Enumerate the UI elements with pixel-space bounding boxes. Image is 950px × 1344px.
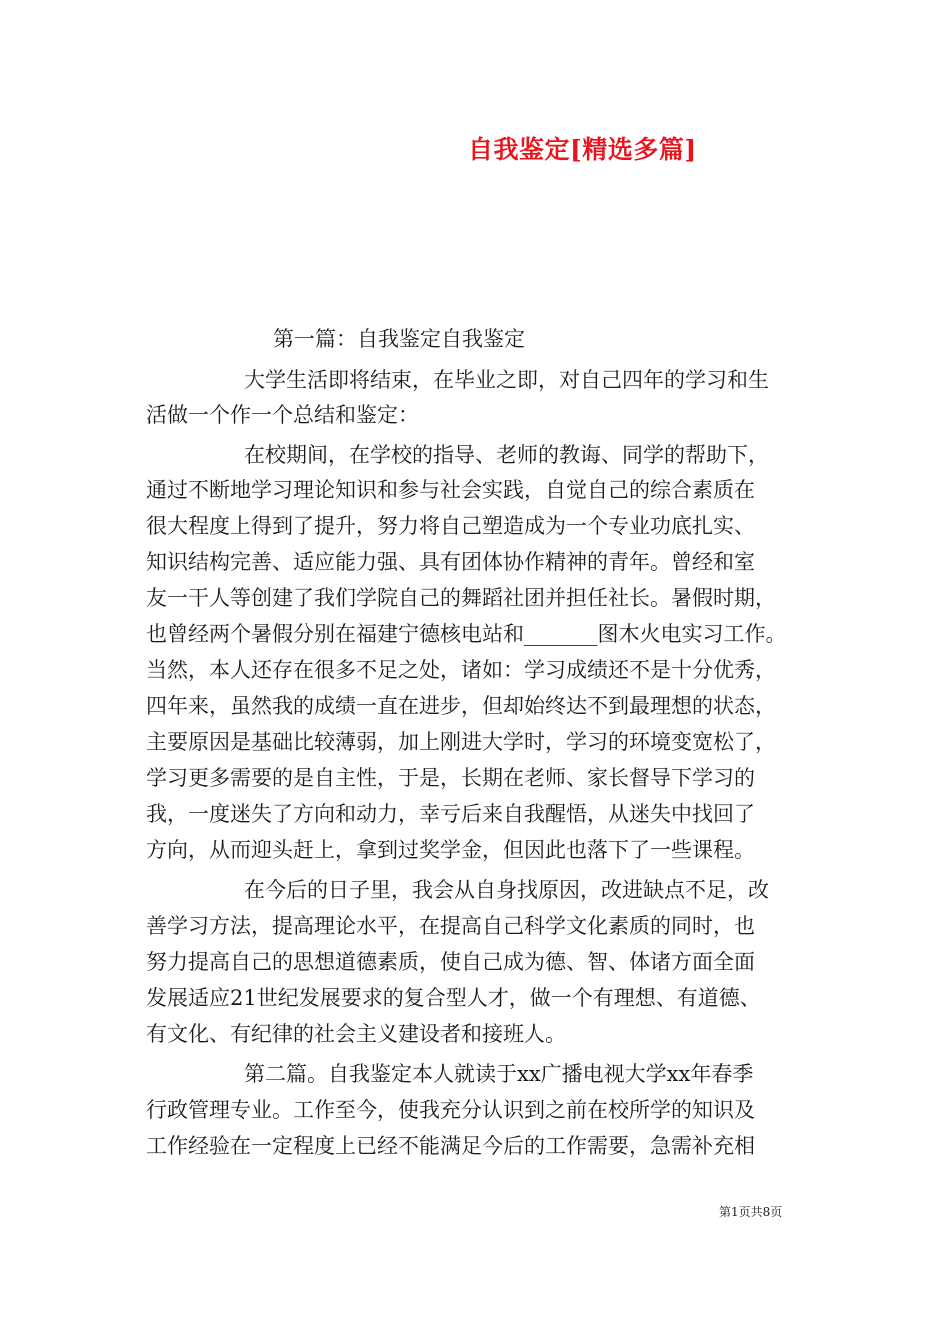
paragraph-line: 四年来，虽然我的成绩一直在进步，但却始终达不到最理想的状态， — [146, 694, 776, 718]
paragraph-line: 活做一个作一个总结和鉴定： — [146, 403, 419, 427]
paragraph-line: 努力提高自己的思想道德素质，使自己成为德、智、体诸方面全面 — [146, 950, 755, 974]
paragraph-line: 大学生活即将结束，在毕业之即，对自己四年的学习和生 — [244, 368, 769, 392]
paragraph-line: 第二篇。自我鉴定本人就读于xx广播电视大学xx年春季 — [244, 1062, 754, 1086]
paragraph-line: 行政管理专业。工作至今，使我充分认识到之前在校所学的知识及 — [146, 1098, 755, 1122]
page-number: 第1页共8页 — [719, 1205, 783, 1219]
paragraph-line: 我，一度迷失了方向和动力，幸亏后来自我醒悟，从迷失中找回了 — [146, 802, 755, 826]
paragraph-line: 很大程度上得到了提升，努力将自己塑造成为一个专业功底扎实、 — [146, 514, 755, 538]
paragraph-line: 工作经验在一定程度上已经不能满足今后的工作需要，急需补充相 — [146, 1134, 755, 1158]
paragraph-line: 发展适应21世纪发展要求的复合型人才，做一个有理想、有道德、 — [146, 986, 761, 1010]
paragraph-line: 通过不断地学习理论知识和参与社会实践，自觉自己的综合素质在 — [146, 478, 755, 502]
paragraph-line: 有文化、有纪律的社会主义建设者和接班人。 — [146, 1022, 566, 1046]
paragraph-line: 善学习方法，提高理论水平，在提高自己科学文化素质的同时，也 — [146, 914, 755, 938]
paragraph-line: 友一干人等创建了我们学院自己的舞蹈社团并担任社长。暑假时期， — [146, 586, 776, 610]
paragraph-line: 在校期间，在学校的指导、老师的教诲、同学的帮助下， — [244, 443, 769, 467]
paragraph-line: 当然，本人还存在很多不足之处，诸如：学习成绩还不是十分优秀， — [146, 658, 776, 682]
section-heading: 第一篇：自我鉴定自我鉴定 — [273, 327, 525, 351]
paragraph-line: 在今后的日子里，我会从自身找原因，改进缺点不足，改 — [244, 878, 769, 902]
paragraph-line: 也曾经两个暑假分别在福建宁德核电站和_______图木火电实习工作。 — [146, 622, 787, 646]
paragraph-line: 学习更多需要的是自主性，于是，长期在老师、家长督导下学习的 — [146, 766, 755, 790]
paragraph-line: 方向，从而迎头赶上，拿到过奖学金，但因此也落下了一些课程。 — [146, 838, 755, 862]
paragraph-line: 主要原因是基础比较薄弱，加上刚进大学时，学习的环境变宽松了， — [146, 730, 776, 754]
paragraph-line: 知识结构完善、适应能力强、具有团体协作精神的青年。曾经和室 — [146, 550, 755, 574]
document-title: 自我鉴定[精选多篇] — [468, 135, 697, 164]
